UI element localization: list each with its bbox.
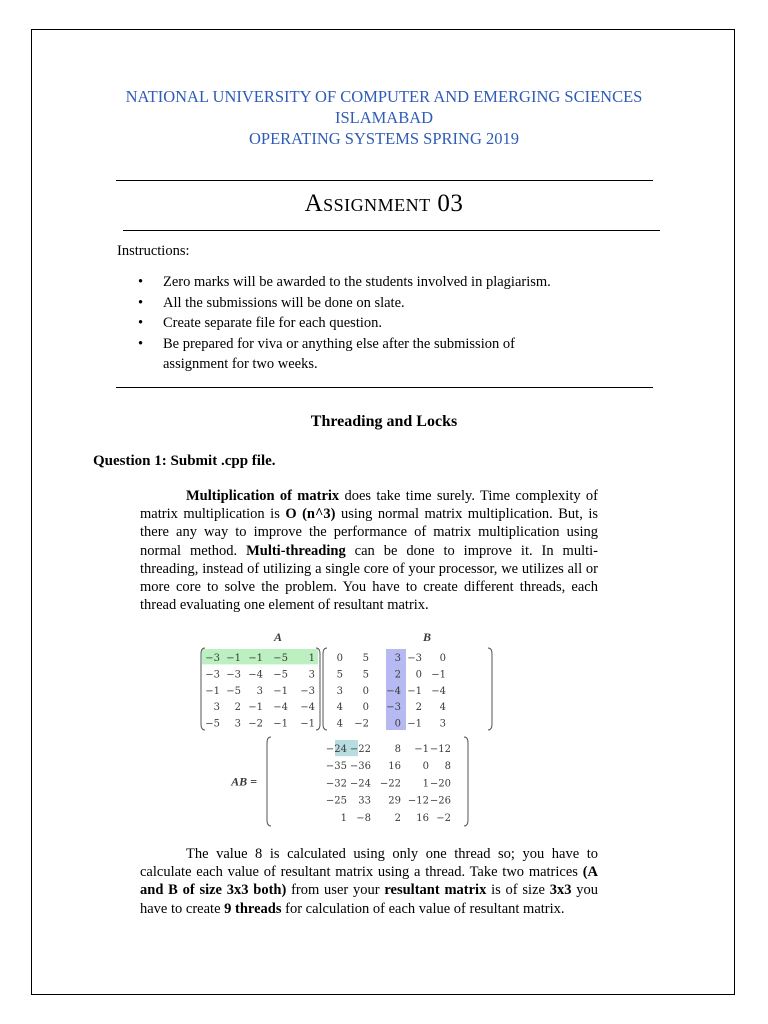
matrix-b-cell: 0 xyxy=(362,685,369,697)
instruction-item: • All the submissions will be done on slate. xyxy=(138,294,405,311)
matrix-a-cell: −1 xyxy=(226,653,241,664)
matrix-ab-cell: 16 xyxy=(416,812,429,824)
matrix-ab-cell: −35 xyxy=(325,761,347,773)
matrix-a-cell: −1 xyxy=(273,685,288,697)
matrix-b-cell: 4 xyxy=(439,702,446,714)
matrix-bracket xyxy=(464,737,468,826)
matrix-ab-cell: −24 xyxy=(325,744,347,755)
matrix-ab-cell: −12 xyxy=(407,795,429,807)
matrix-b-cell: 3 xyxy=(336,685,343,697)
title-bottom-rule xyxy=(123,230,660,231)
matrix-b-cell: −4 xyxy=(386,685,401,697)
instruction-item: • Be prepared for viva or anything else after the submission of assignment for two weeks. xyxy=(138,335,515,372)
instruction-item: • Zero marks will be awarded to the students involved in plagiarism. xyxy=(138,274,551,290)
question-1-paragraph-1: Multiplication of matrix does take time surely. Time complexity of matrix multiplication is O (n^3) using normal matrix multiplication. But, is there any way to improve the performance of matrix multiplication using normal method. Multi-threading can be done to improve it. In multi-threading, instead of utilizing a single core of your processor, we utilizes all or more core to solve the problem. You have to create different threads, each thread evaluating one element of resultant matrix. xyxy=(140,488,598,614)
matrix-b-cell: 0 xyxy=(362,702,369,714)
matrix-ab-cell: 29 xyxy=(388,795,401,807)
matrix-ab-cell: −26 xyxy=(429,795,451,807)
matrix-a-cell: −3 xyxy=(226,669,241,681)
matrix-a-cell: −5 xyxy=(205,718,220,730)
bullet-icon: • xyxy=(138,315,144,331)
matrix-a-cell: −5 xyxy=(273,653,288,664)
matrix-ab-cell: 2 xyxy=(394,812,401,824)
matrix-ab-cell: 16 xyxy=(388,761,401,773)
university-header xyxy=(0,86,768,149)
matrix-b-cell: 0 xyxy=(415,669,422,681)
matrix-ab-cell: −12 xyxy=(429,744,451,755)
matrix-ab-cell: −22 xyxy=(379,778,401,790)
matrix-ab-cell: 1 xyxy=(422,778,429,790)
instructions-label: Instructions: xyxy=(117,243,190,259)
matrix-b-cell: 5 xyxy=(362,669,369,681)
matrix-a-cell: −4 xyxy=(273,702,288,714)
matrix-ab-cell: 8 xyxy=(444,761,451,773)
matrix-a-cell: 1 xyxy=(308,653,315,664)
matrix-ab-cell: −32 xyxy=(325,778,347,790)
header-course: OPERATING SYSTEMS SPRING 2019 xyxy=(248,129,519,148)
matrix-ab-cell: −8 xyxy=(356,812,371,824)
matrix-b-cell: 3 xyxy=(394,653,401,664)
matrix-b-cell: −1 xyxy=(431,669,446,681)
matrix-a-cell: −5 xyxy=(273,669,288,681)
matrix-multiplication-figure xyxy=(196,628,502,830)
matrix-a-cell: 3 xyxy=(256,685,263,697)
matrix-b-cell: 5 xyxy=(336,669,343,681)
matrix-b-cell: −1 xyxy=(407,718,422,730)
matrix-b-cell: −2 xyxy=(354,718,369,730)
matrix-b-cell: −3 xyxy=(386,702,401,714)
matrix-a-cell: −1 xyxy=(300,718,315,730)
bullet-icon: • xyxy=(138,335,144,352)
matrix-ab-cell: 8 xyxy=(394,744,401,755)
matrix-a-cell: −1 xyxy=(248,702,263,714)
instructions-list xyxy=(138,272,568,374)
question-1-paragraph-2: The value 8 is calculated using only one thread so; you have to calculate each value of resultant matrix using a thread. Take two matrices (A and B of size 3x3 both) from user your resultant matrix is of size 3x3 you have to create 9 threads for calculation of each value of resultant matrix. xyxy=(140,846,598,917)
matrix-b-cell: 5 xyxy=(362,653,369,664)
matrix-ab-cell: 33 xyxy=(358,795,371,807)
matrix-a-cell: −1 xyxy=(205,685,220,697)
title-top-rule xyxy=(116,180,653,181)
matrix-ab-cell: −20 xyxy=(429,778,451,790)
matrix-a-cell: −4 xyxy=(248,669,263,681)
matrix-b-cell: −4 xyxy=(431,685,446,697)
matrix-a-cell: −2 xyxy=(248,718,263,730)
title-word: Assignment xyxy=(304,190,431,217)
instruction-item: • Create separate file for each question. xyxy=(138,315,383,331)
instructions-bottom-rule xyxy=(116,387,653,388)
matrix-a-cell: −3 xyxy=(300,685,315,697)
matrix-b-cell: 4 xyxy=(336,702,343,714)
matrix-ab-label: AB = xyxy=(231,774,257,789)
matrix-b-cell: 4 xyxy=(336,718,343,730)
matrix-ab-cell: −36 xyxy=(349,761,371,773)
matrix-ab-cell: 1 xyxy=(340,812,347,824)
question-1-heading: Question 1: Submit .cpp file. xyxy=(93,453,276,469)
assignment-title xyxy=(0,190,768,218)
matrix-b-label: B xyxy=(422,630,432,644)
matrix-bracket xyxy=(267,737,271,826)
matrix-b-cell: 3 xyxy=(439,718,446,730)
matrix-ab-cell: −22 xyxy=(349,744,371,755)
header-campus: ISLAMABAD xyxy=(334,108,434,127)
header-university-name: NATIONAL UNIVERSITY OF COMPUTER AND EMERGING SCIENCES xyxy=(125,87,643,106)
matrix-ab-cell: −2 xyxy=(436,812,451,824)
matrix-bracket xyxy=(323,648,327,730)
matrix-a-cell: −1 xyxy=(248,653,263,664)
matrix-a-cell: −4 xyxy=(300,702,315,714)
matrix-b-cell: 2 xyxy=(415,702,422,714)
title-number: 03 xyxy=(437,190,464,217)
bullet-icon: • xyxy=(138,274,144,290)
matrix-a-cell: −5 xyxy=(226,685,241,697)
matrix-bracket xyxy=(488,648,492,730)
matrix-a-label: A xyxy=(273,630,283,644)
matrix-b-cell: −1 xyxy=(407,685,422,697)
matrix-a-cell: −3 xyxy=(205,653,220,664)
bullet-icon: • xyxy=(138,294,144,311)
matrix-b-cell: 0 xyxy=(439,653,446,664)
matrix-a-cell: 3 xyxy=(308,669,315,681)
matrix-b-cell: 2 xyxy=(394,669,401,681)
matrix-a-cell: −1 xyxy=(273,718,288,730)
matrix-b-cell: −3 xyxy=(407,653,422,664)
matrix-a-cell: 3 xyxy=(234,718,241,730)
matrix-ab-cell: −25 xyxy=(325,795,347,807)
section-title: Threading and Locks xyxy=(310,413,458,430)
matrix-a-cell: 2 xyxy=(234,702,241,714)
matrix-ab-cell: −24 xyxy=(349,778,371,790)
matrix-b-cell: 0 xyxy=(336,653,343,664)
matrix-ab-cell: 0 xyxy=(422,761,429,773)
matrix-a-cell: −3 xyxy=(205,669,220,681)
matrix-ab-cell: −1 xyxy=(414,744,429,755)
matrix-a-cell: 3 xyxy=(213,702,220,714)
matrix-b-cell: 0 xyxy=(394,718,401,730)
